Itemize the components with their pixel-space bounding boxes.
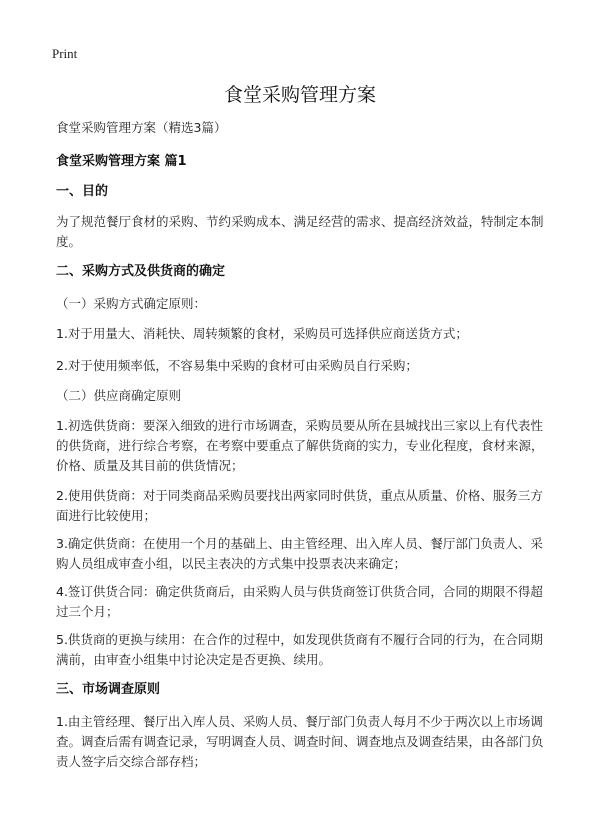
subheading-supplier-principles: （二）供应商确定原则	[56, 388, 182, 403]
paragraph-purpose: 为了规范餐厅食材的采购、节约采购成本、满足经营的需求、提高经济效益，特制定本制度。	[56, 214, 544, 249]
document-title: 食堂采购管理方案	[223, 84, 376, 106]
document-subtitle: 食堂采购管理方案（精选3篇）	[56, 120, 227, 135]
list-item: 1.初选供货商：要深入细致的进行市场调查，采购员要从所在县城找出三家以上有代表性的供货商，进行综合考察，在考察中要重点了解供货商的实力，专业化程度，食材来源，价格、质量及其目前的供货情况；	[56, 418, 544, 473]
list-item: 2.对于使用频率低，不容易集中采购的食材可由采购员自行采购；	[56, 358, 418, 373]
list-item: 2.使用供货商：对于同类商品采购员要找出两家同时供货，重点从质量、价格、服务三方面进行比较使用；	[56, 488, 543, 523]
list-item: 1.由主管经理、餐厅出入库人员、采购人员、餐厅部门负责人每月不少于两次以上市场调查。调查后需有调查记录，写明调查人员、调查时间、调查地点及调查结果，由各部门负责人签字后交综合部存档；	[56, 714, 544, 769]
section-heading-market-survey: 三、市场调查原则	[56, 682, 161, 697]
list-item: 5.供货商的更换与续用：在合作的过程中，如发现供货商有不履行合同的行为，在合同期满前，由审查小组集中讨论决定是否更换、续用。	[56, 632, 543, 667]
print-link[interactable]: Print	[52, 46, 78, 61]
section-heading-purpose: 一、目的	[56, 184, 109, 199]
subheading-procurement-principles: （一）采购方式确定原则：	[56, 296, 207, 311]
section-heading-procurement: 二、采购方式及供货商的确定	[56, 264, 226, 279]
list-item: 3.确定供货商：在使用一个月的基础上、由主管经理、出入库人员、餐厅部门负责人、采购人员组成审查小组，以民主表决的方式集中投票表决来确定；	[56, 536, 543, 571]
article-heading: 食堂采购管理方案 篇1	[56, 154, 187, 169]
list-item: 4.签订供货合同：确定供货商后，由采购人员与供货商签订供货合同，合同的期限不得超过三个月；	[56, 584, 543, 619]
list-item: 1.对于用量大、消耗快、周转频繁的食材，采购员可选择供应商送货方式；	[56, 326, 468, 341]
